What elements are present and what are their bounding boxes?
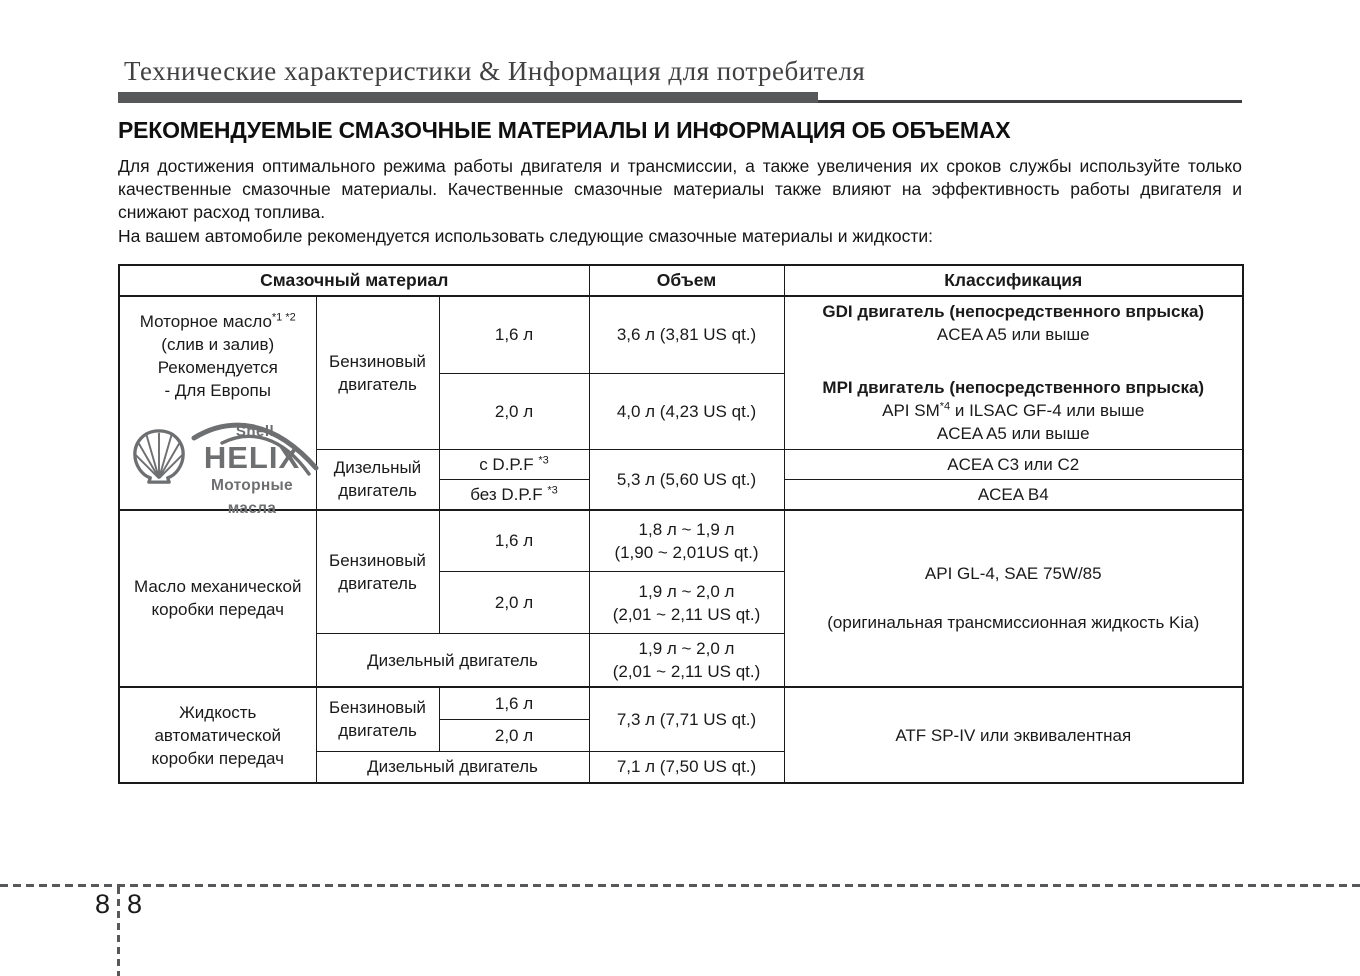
diesel-engine-cell: Дизельный двигатель — [316, 751, 589, 783]
auto-gearbox-label-cell: Жидкость автоматической коробки передач — [119, 687, 316, 783]
intro-lead-paragraph: На вашем автомобиле рекомендуется использовать следующие смазочные материалы и жидкости: — [118, 226, 934, 246]
intro-paragraph: Для достижения оптимального режима работы двигателя и трансмиссии, а также увеличения их сроков службы используйте только качественные смазочные материалы. Качественные смазочные материалы также влияют на эффективность работы двигателя и снижают расход топлива. — [118, 156, 1242, 222]
petrol-engine-cell: Бензиновый двигатель — [316, 687, 439, 751]
classification-cell: ATF SP-IV или эквивалентная — [784, 687, 1243, 783]
helix-product-text: HELIX — [203, 439, 301, 475]
manual-gearbox-label-cell: Масло механической коробки передач — [119, 510, 316, 688]
volume-cell: 7,3 л (7,71 US qt.) — [589, 687, 784, 751]
engine-oil-label: Моторное масло$^{*1 *2}$ — [139, 311, 296, 331]
dpf-cell: без D.P.F $^{*3}$ — [439, 479, 589, 510]
displacement-cell: 1,6 л — [439, 510, 589, 572]
petrol-engine-cell: Бензиновый двигатель — [316, 296, 439, 449]
shell-helix-logo — [130, 420, 310, 517]
page-number: 8 — [127, 889, 1360, 976]
volume-cell: 4,0 л (4,23 US qt.) — [589, 373, 784, 449]
page-title: РЕКОМЕНДУЕМЫЕ СМАЗОЧНЫЕ МАТЕРИАЛЫ И ИНФОРМАЦИЯ ОБ ОБЪЕМАХ — [118, 117, 1011, 143]
footer-dashed-line — [0, 884, 1360, 887]
title-underline-bar — [118, 92, 818, 103]
engine-oil-label-line3: Рекомендуется — [157, 357, 278, 377]
diesel-engine-cell: Дизельный двигатель — [316, 449, 439, 510]
dpf-cell: с D.P.F $^{*3}$ — [439, 449, 589, 479]
logo-tagline: Моторные масла — [211, 476, 293, 517]
displacement-cell: 2,0 л — [439, 572, 589, 634]
volume-cell: 3,6 л (3,81 US qt.) — [589, 296, 784, 373]
chapter-title: Технические характеристики & Информация для потребителя — [124, 56, 866, 86]
diesel-engine-cell: Дизельный двигатель — [316, 634, 589, 688]
chapter-number: 8 — [95, 889, 111, 919]
lubricants-table — [118, 264, 1244, 784]
displacement-cell: 1,6 л — [439, 687, 589, 719]
classification-cell: API GL-4, SAE 75W/85 (оригинальная трансмиссионная жидкость Kia) — [784, 510, 1243, 688]
volume-cell: 1,9 л ~ 2,0 л (2,01 ~ 2,11 US qt.) — [589, 572, 784, 634]
table-row — [119, 296, 1243, 373]
engine-oil-label-cell — [119, 296, 316, 517]
gdi-classification: GDI двигатель (непосредственного впрыска) ACEA A5 или выше — [822, 302, 1205, 345]
volume-cell: 1,8 л ~ 1,9 л (1,90 ~ 2,01US qt.) — [589, 510, 784, 572]
table-row — [119, 687, 1243, 719]
classification-cell: ACEA B4 — [784, 479, 1243, 510]
footer-dashed-divider — [117, 887, 120, 976]
header-classification: Классификация — [784, 265, 1243, 296]
displacement-cell: 2,0 л — [439, 719, 589, 751]
classification-cell: ACEA C3 или C2 — [784, 449, 1243, 479]
engine-oil-label-line2: (слив и залив) — [161, 334, 275, 354]
engine-oil-label-line4: - Для Европы — [164, 380, 271, 400]
shell-pecten-icon — [130, 428, 188, 486]
displacement-cell: 1,6 л — [439, 296, 589, 373]
header-volume: Объем — [589, 265, 784, 296]
volume-cell: 7,1 л (7,50 US qt.) — [589, 751, 784, 783]
displacement-cell: 2,0 л — [439, 373, 589, 449]
title-underline-rule — [818, 100, 1242, 103]
volume-cell: 1,9 л ~ 2,0 л (2,01 ~ 2,11 US qt.) — [589, 634, 784, 688]
table-header-row — [119, 265, 1243, 296]
mpi-classification: MPI двигатель (непосредственного впрыска) API SM$^{*4}$ и ILSAC GF-4 или выше ACEA A5 или выше — [822, 378, 1205, 444]
petrol-engine-cell: Бензиновый двигатель — [316, 510, 439, 634]
shell-brand-text: Shell — [235, 422, 275, 440]
petrol-classification-cell — [784, 296, 1243, 449]
header-material: Смазочный материал — [119, 265, 589, 296]
volume-cell: 5,3 л (5,60 US qt.) — [589, 449, 784, 510]
